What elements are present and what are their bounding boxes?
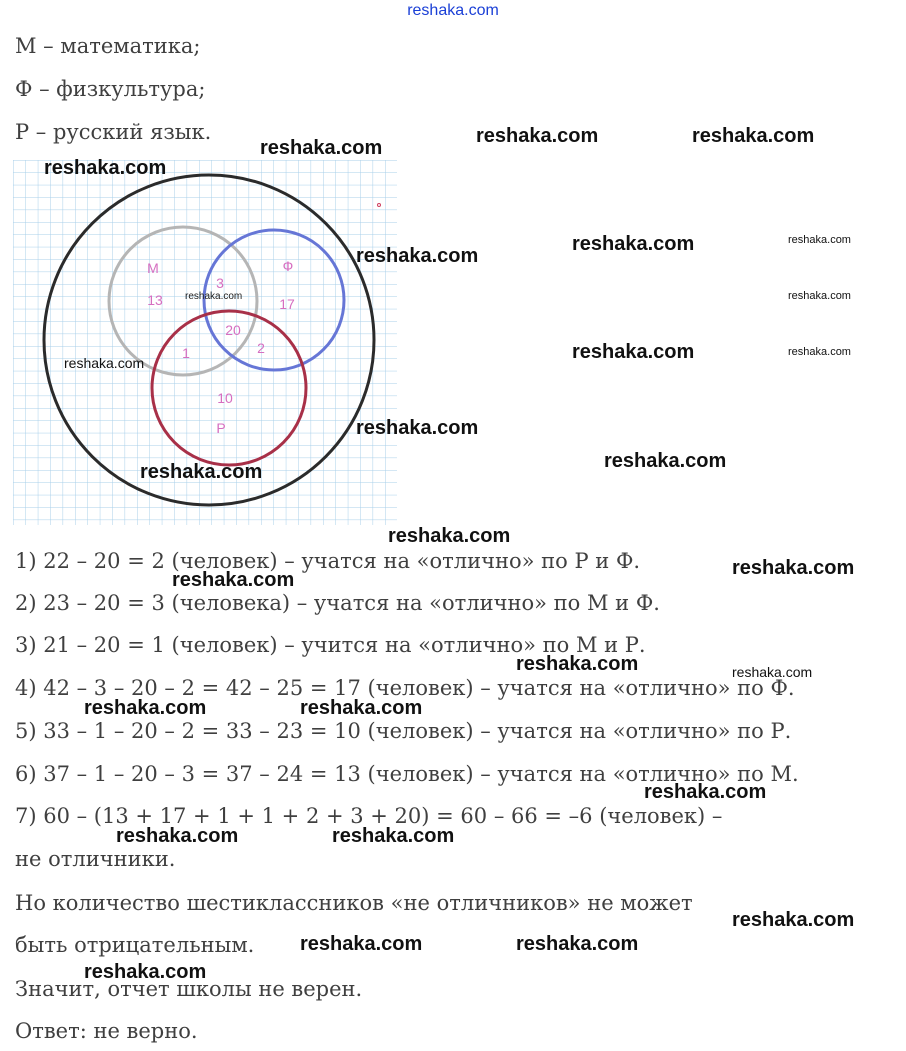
label-f: Ф [282, 258, 294, 274]
value-f-r: 2 [257, 340, 265, 356]
watermark: reshaka.com [476, 125, 599, 147]
watermark: reshaka.com [788, 234, 851, 246]
value-m-f: 3 [216, 275, 224, 291]
watermark: reshaka.com [44, 157, 167, 179]
watermark: reshaka.com [788, 290, 851, 302]
watermark: reshaka.com [388, 525, 511, 547]
conclusion-line-3: Значит, отчет школы не верен. [15, 977, 363, 1001]
watermark: reshaka.com [356, 245, 479, 267]
step-5: 5) 33 – 1 – 20 – 2 = 33 – 23 = 10 (человек) – учатся на «отлично» по Р. [15, 719, 792, 743]
step-2: 2) 23 – 20 = 3 (человека) – учатся на «отлично» по М и Ф. [15, 591, 660, 615]
watermark: reshaka.com [732, 909, 855, 931]
conclusion-line-1: Но количество шестиклассников «не отличников» не может [15, 891, 693, 915]
watermark: reshaka.com [300, 933, 423, 955]
step-6: 6) 37 – 1 – 20 – 3 = 37 – 24 = 13 (человек) – учатся на «отлично» по М. [15, 762, 799, 786]
watermark: reshaka.com [300, 697, 423, 719]
value-all-three: 20 [225, 322, 241, 338]
label-r: Р [216, 420, 226, 436]
value-r-only: 10 [217, 390, 233, 406]
diagram-watermark: reshaka.com [185, 291, 243, 302]
watermark: reshaka.com [572, 233, 695, 255]
step-7-continued: не отличники. [15, 847, 176, 871]
value-m-only: 13 [147, 292, 163, 308]
watermark: reshaka.com [172, 569, 295, 591]
value-f-only: 17 [279, 296, 295, 312]
watermark: reshaka.com [604, 450, 727, 472]
step-1: 1) 22 – 20 = 2 (человек) – учатся на «отлично» по Р и Ф. [15, 549, 641, 573]
legend-pe: Ф – физкультура; [15, 77, 206, 101]
watermark: reshaka.com [732, 557, 855, 579]
site-link[interactable]: reshaka.com [407, 2, 499, 19]
watermark: reshaka.com [84, 697, 207, 719]
step-4: 4) 42 – 3 – 20 – 2 = 42 – 25 = 17 (человек) – учатся на «отлично» по Ф. [15, 676, 795, 700]
watermark: reshaka.com [692, 125, 815, 147]
watermark: reshaka.com [356, 417, 479, 439]
watermark: reshaka.com [732, 664, 813, 680]
watermark: reshaka.com [140, 461, 263, 483]
watermark: reshaka.com [644, 781, 767, 803]
answer-line: Ответ: не верно. [15, 1019, 198, 1043]
step-7: 7) 60 – (13 + 17 + 1 + 1 + 2 + 3 + 20) = 60 – 66 = –6 (человек) – [15, 804, 723, 828]
watermark: reshaka.com [84, 961, 207, 983]
step-3: 3) 21 – 20 = 1 (человек) – учится на «отлично» по М и Р. [15, 633, 646, 657]
value-m-r: 1 [182, 345, 190, 361]
watermark: reshaka.com [572, 341, 695, 363]
label-m: М [147, 260, 159, 276]
watermark: reshaka.com [516, 933, 639, 955]
watermark: reshaka.com [260, 137, 383, 159]
watermark: reshaka.com [516, 653, 639, 675]
legend-russian: Р – русский язык. [15, 120, 212, 144]
watermark: reshaka.com [116, 825, 239, 847]
watermark: reshaka.com [788, 346, 851, 358]
watermark: reshaka.com [332, 825, 455, 847]
conclusion-line-2: быть отрицательным. [15, 933, 255, 957]
legend-math: М – математика; [15, 34, 201, 58]
watermark: reshaka.com [64, 355, 145, 371]
